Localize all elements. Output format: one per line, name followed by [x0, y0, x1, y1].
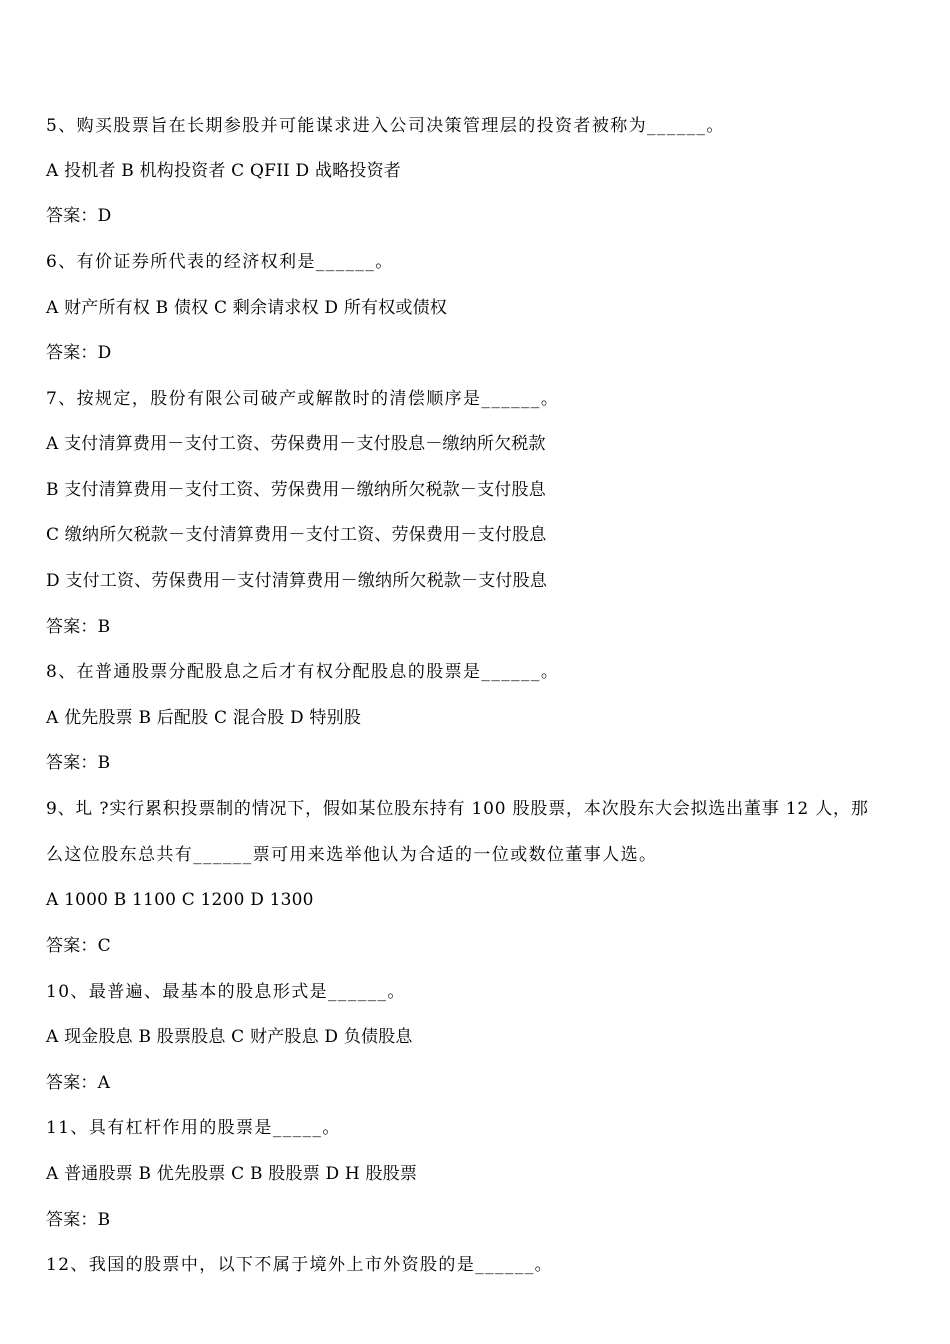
question-7-answer: 答案：B	[46, 617, 111, 637]
question-5-options: A 投机者 B 机构投资者 C QFII D 战略投资者	[46, 161, 401, 181]
question-7-option-d: D 支付工资、劳保费用－支付清算费用－缴纳所欠税款－支付股息	[46, 571, 548, 591]
question-6-answer: 答案：D	[46, 343, 112, 363]
question-12-stem: 12、我国的股票中，以下不属于境外上市外资股的是______。	[46, 1255, 554, 1275]
question-9-stem: 9、圠 ?实行累积投票制的情况下，假如某位股东持有 100 股股票，本次股东大会拟选出董事 12 人，那	[46, 799, 869, 819]
question-9-options: A 1000 B 1100 C 1200 D 1300	[46, 890, 314, 910]
question-10-answer: 答案：A	[46, 1073, 111, 1093]
question-9-stem-continued: 么这位股东总共有______票可用来选举他认为合适的一位或数位董事人选。	[46, 845, 658, 865]
question-8-answer: 答案：B	[46, 753, 111, 773]
question-6-options: A 财产所有权 B 债权 C 剩余请求权 D 所有权或债权	[46, 298, 448, 318]
question-7-option-a: A 支付清算费用－支付工资、劳保费用－支付股息－缴纳所欠税款	[46, 434, 546, 454]
question-7-option-b: B 支付清算费用－支付工资、劳保费用－缴纳所欠税款－支付股息	[46, 480, 546, 500]
question-6-stem: 6、有价证券所代表的经济权利是______。	[46, 252, 394, 272]
question-8-stem: 8、在普通股票分配股息之后才有权分配股息的股票是______。	[46, 662, 560, 682]
question-7-option-c: C 缴纳所欠税款－支付清算费用－支付工资、劳保费用－支付股息	[46, 525, 547, 545]
question-5-stem: 5、购买股票旨在长期参股并可能谋求进入公司决策管理层的投资者被称为______。	[46, 116, 725, 136]
question-9-answer: 答案：C	[46, 936, 111, 956]
question-5-answer: 答案：D	[46, 206, 112, 226]
question-11-stem: 11、具有杠杆作用的股票是_____。	[46, 1118, 341, 1138]
question-8-options: A 优先股票 B 后配股 C 混合股 D 特别股	[46, 708, 362, 728]
question-11-answer: 答案：B	[46, 1210, 111, 1230]
question-10-stem: 10、最普遍、最基本的股息形式是______。	[46, 982, 406, 1002]
question-10-options: A 现金股息 B 股票股息 C 财产股息 D 负债股息	[46, 1027, 413, 1047]
question-7-stem: 7、按规定，股份有限公司破产或解散时的清偿顺序是______。	[46, 389, 560, 409]
question-11-options: A 普通股票 B 优先股票 C B 股股票 D H 股股票	[46, 1164, 418, 1184]
